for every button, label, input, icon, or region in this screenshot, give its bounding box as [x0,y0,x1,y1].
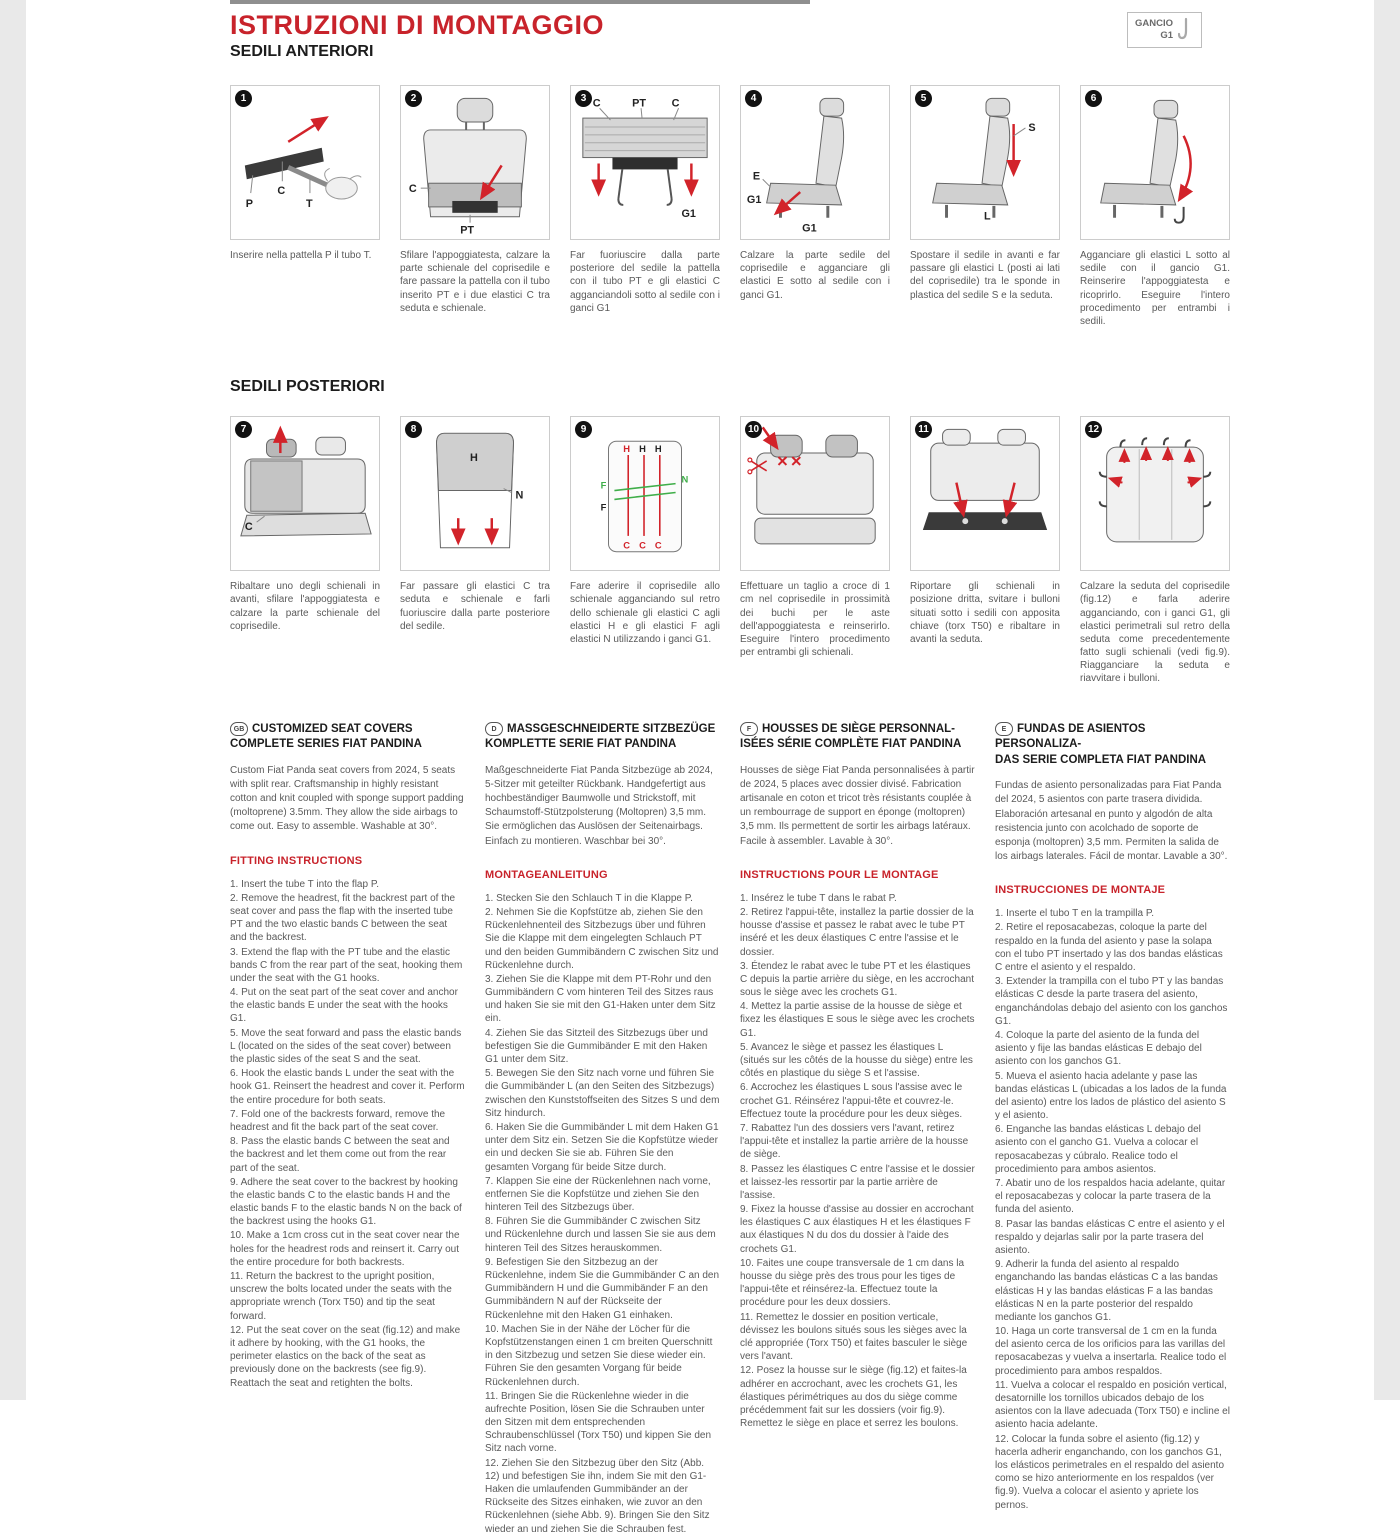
step-item: 7. Rabattez l'un des dossiers vers l'avant, retirez l'appui-tête et installez la partie arrière de la housse de siège. [740,1122,969,1161]
panel-12 [1080,416,1230,696]
label-PT: PT [632,97,647,110]
figure-5-frame [910,85,1060,240]
label-H: H [654,444,662,455]
french-title [740,722,975,753]
label-S: S [1028,121,1036,134]
panel-8-caption: Far passare gli elastici C tra seduta e schienale e farli fuoriuscire dalla parte posteriore del sedile. [400,581,550,632]
panel-number-badge: 7 [235,421,252,438]
rear-panels-row [230,416,1230,696]
panel-2 [400,85,550,338]
german-title-line2: KOMPLETTE SERIE FIAT PANDINA [485,738,677,751]
panel-number-badge: 11 [915,421,932,438]
label-F: F [600,480,607,491]
panel-11-caption: Riportare gli schienali in posizione dritta, svitare i bulloni situati sotto i sedili con apposita chiave (torx T50) e ribaltare in avanti la seduta. [910,581,1060,645]
rear-bench-cover-illustration [231,417,379,570]
panel-1 [230,85,380,338]
label-PT: PT [460,224,475,237]
step-item: 12. Put the seat cover on the seat (fig.12) and make it adhere by hooking, with the G1 hooks, the perimeter elastics on the back of the seat as previously done on the backrests (see fig.9). Reattach the seat and retighten the bolts. [230,1324,461,1389]
german-instructions-heading: MONTAGEANLEITUNG [485,868,608,881]
step-item: 8. Passez les élastiques C entre l'assise et le dossier et laissez-les ressortir par la partie arrière de l'assise. [740,1163,975,1201]
spanish-instructions-heading: INSTRUCCIONES DE MONTAJE [995,884,1166,897]
figure-9-frame [570,416,720,571]
step-item: 9. Adherir la funda del asiento al respaldo enganchando las bandas elásticas C a las bandas elásticas H y las bandas elásticas F a las bandas elásticas N en la parte posterior del respaldo mediante los ganchos G1. [995,1259,1218,1323]
hook-legend-line2: G1 [1160,30,1173,41]
column-german [485,722,720,1537]
backrest-rear-illustration [401,417,549,570]
step-item: 6. Accrochez les élastiques L sous l'assise avec le crochet G1. Réinsérez l'appui-tête et couvrez-le. Effectuez toute la procédure pour les deux sièges. [740,1082,963,1120]
french-intro: Housses de siège Fiat Panda personnalisées à partir de 2024, 5 places avec dossier divisé. Fabrication artisanale en coton et tricot très résistants couplée à un rembourrage de support en éponge (moltopren) 3,5 mm. Ils permettent de sortir les airbags latéraux. Facile à assembler. Lavable à 30°. [740,764,975,847]
step-item: 7. Klappen Sie eine der Rückenlehnen nach vorne, entfernen Sie die Kopfstütze und ziehen Sie den hinteren Teil des Sitzbezugs über. [485,1175,711,1214]
step-item: 5. Move the seat forward and pass the elastic bands L (located on the sides of the seat cover) between the plastic sides of the seat S and the seat. [230,1027,462,1066]
panel-number-badge: 2 [405,90,422,107]
elastics-hookup-illustration [571,417,719,570]
step-item: 2. Nehmen Sie die Kopfstütze ab, ziehen Sie den Rückenlehnenteil des Sitzbezugs über und führen Sie die Klappe mit dem eingelegten Schlauch PT und den beiden Gummibändern C zwischen Sitz und Rückenlehne durch. [485,906,719,971]
bolts-illustration [911,417,1059,570]
label-G1: G1 [681,207,696,220]
figure-12-frame [1080,416,1230,571]
label-C: C [592,97,601,110]
step-item: 7. Fold one of the backrests forward, remove the headrest and fit the back part of the seat cover. [230,1108,446,1133]
header [230,10,1230,61]
seat-side-illustration [741,86,889,239]
panel-9-caption: Fare aderire il coprisedile allo schienale agganciando sul retro dello schienale gli elastici C agli elastici H e gli elastici F agli elastici N utilizzando i ganci G1. [570,581,720,645]
step-item: 10. Make a 1cm cross cut in the seat cover near the holes for the headrest rods and reinsert it. Carry out the entire procedure for both backrests. [230,1230,460,1268]
step-item: 10. Haga un corte transversal de 1 cm en la funda del asiento cerca de los orificios para las varillas del reposacabezas y vuelva a insertarla. Realice todo el procedimiento para ambos respaldos. [995,1326,1227,1377]
english-title-line2: COMPLETE SERIES FIAT PANDINA [230,738,422,751]
panel-number-badge: 1 [235,90,252,107]
step-item: 9. Adhere the seat cover to the backrest by hooking the elastic bands C to the elastic bands H and the elastic bands F to the elastic bands N on the back of the backrest using the hooks G1. [230,1176,462,1228]
step-item: 11. Bringen Sie die Rückenlehne wieder in die aufrechte Position, lösen Sie die Schrauben unter den Sitzen mit dem entsprechenden Schraubenschlüssel (Torx T50) und kippen Sie den Sitz nach vorne. [485,1390,712,1455]
step-item: 4. Ziehen Sie das Sitzteil des Sitzbezugs über und befestigen Sie die Gummibänder E mit den Haken G1 unter dem Sitz. [485,1027,708,1066]
step-item: 3. Étendez le rabat avec le tube PT et les élastiques C depuis la partie arrière du siège, en les accrochant sous le siège avec les crochets G1. [740,960,975,999]
panel-number-badge: 10 [745,421,762,438]
label-C: C [623,540,631,551]
step-item: 6. Enganche las bandas elásticas L debajo del asiento con el gancho G1. Vuelva a colocar el reposacabezas y cúbralo. Realice todo el procedimiento para ambos asientos. [995,1124,1201,1175]
german-intro: Maßgeschneiderte Fiat Panda Sitzbezüge ab 2024, 5-Sitzer mit geteilter Rückbank. Handgefertigt aus hochbeständiger Baumwolle und Strickstoff, mit Schaumstoff-Stützpolsterung (Moltopren) 3,5 mm. Sie ermöglichen das Auslösen der Seitenairbags. Einfach zu montieren. Waschbar bei 30°. [485,764,713,847]
rear-seats-subtitle: SEDILI POSTERIORI [230,378,385,396]
panel-number-badge: 6 [1085,90,1102,107]
panel-number-badge: 5 [915,90,932,107]
front-seats-subtitle: SEDILI ANTERIORI [230,43,374,60]
panel-number-badge: 3 [575,90,592,107]
figure-4-frame [740,85,890,240]
figure-3-frame [570,85,720,240]
label-L: L [984,210,991,223]
instruction-sheet [230,0,1230,1537]
figure-10-frame [740,416,890,571]
step-item: 11. Return the backrest to the upright position, unscrew the bolts located under the seats with the appropriate wrench (Torx T50) and tip the seat forward. [230,1271,452,1322]
panel-10-caption: Effettuare un taglio a croce di 1 cm nel coprisedile in prossimità dei buchi per le aste dell'appoggiatesta e reinserirlo. Eseguire l'intero procedimento per entrambi gli schienali. [740,581,890,659]
label-C: C [671,97,680,110]
panel-8 [400,416,550,696]
label-C: C [639,540,646,551]
e-language-badge: E [995,722,1013,736]
label-C: C [654,540,662,551]
step-item: 1. Stecken Sie den Schlauch T in die Klappe P. [485,892,693,904]
step-item: 2. Remove the headrest, fit the backrest part of the seat cover and pass the flap with the inserted tube PT and the two elastic bands C between the seat and the backrest. [230,892,456,944]
panel-number-badge: 4 [745,90,762,107]
step-item: 5. Mueva el asiento hacia adelante y pase las bandas elásticas L (ubicadas a los lados de la funda del asiento) entre los lados de plástico del asiento S y el asiento. [995,1070,1227,1122]
hook-legend-box [1127,12,1202,48]
step-item: 11. Remettez le dossier en position verticale, dévissez les boulons situés sous les sièges avec la clé appropriée (Torx T50) et faites basculer le siège vers l'avant. [740,1311,968,1363]
step-item: 10. Faites une coupe transversale de 1 cm dans la housse du siège près des trous pour les tiges de l'appui-tête et réinsérez-la. Effectuez toute la procédure pour les deux dossiers. [740,1257,965,1309]
label-F: F [600,502,607,513]
french-title-line2: ISÉES SÉRIE COMPLÈTE FIAT PANDINA [740,738,962,751]
spanish-title-line1: FUNDAS DE ASIENTOS PERSONALIZA- [995,722,1146,751]
label-P: P [245,197,254,210]
panel-4-caption: Calzare la parte sedile del coprisedile e agganciare gli elastici E sotto al sedile con i ganci G1. [740,250,890,301]
german-title [485,722,720,753]
step-item: 4. Mettez la partie assise de la housse de siège et fixez les élastiques E sous le siège avec les crochets G1. [740,1001,975,1039]
seat-back-cover-illustration [401,86,549,239]
label-N: N [681,474,689,485]
step-item: 8. Führen Sie die Gummibänder C zwischen Sitz und Rückenlehne durch und lassen Sie sie aus dem hinteren Teil des Sitzes herauskommen. [485,1216,716,1254]
label-T: T [305,197,313,210]
step-item: 1. Insérez le tube T dans le rabat P. [740,892,897,904]
step-item: 6. Hook the elastic bands L under the seat with the hook G1. Reinsert the headrest and cover it. Perform the entire procedure for both seats. [230,1068,465,1106]
panel-9 [570,416,720,696]
panel-6-caption: Agganciare gli elastici L sotto al sedile con il gancio G1. Reinserire l'appoggiatesta e ricoprirlo. Eseguire l'intero procedimento per entrambi i sedili. [1080,250,1230,327]
cross-cut-illustration [741,417,889,570]
step-item: 8. Pasar las bandas elásticas C entre el asiento y el respaldo y dejarlas salir por la parte trasera del asiento. [995,1218,1225,1256]
spanish-title [995,722,1230,769]
step-item: 5. Bewegen Sie den Sitz nach vorne und führen Sie die Gummibänder L (an den Seiten des Sitzbezugs) zwischen den Kunststoffseiten des Sitzes S und dem Sitz hindurch. [485,1068,720,1119]
figure-11-frame [910,416,1060,571]
step-item: 1. Inserte el tubo T en la trampilla P. [995,908,1154,920]
seat-hook-illustration [1081,86,1229,239]
step-item: 9. Fixez la housse d'assise au dossier en accrochant les élastiques C aux élastiques H et les élastiques F aux élastiques N du dos du dossier à l'aide des crochets G1. [740,1204,974,1255]
step-item: 7. Abatir uno de los respaldos hacia adelante, quitar el reposacabezas y colocar la parte trasera de la funda del asiento. [995,1178,1226,1216]
spanish-steps [995,907,1230,1511]
panel-number-badge: 12 [1085,421,1102,438]
language-columns [230,722,1230,1537]
step-item: 12. Ziehen Sie den Sitzbezug über den Sitz (Abb. 12) und befestigen Sie ihn, indem Sie mit den G1-Haken die umlaufenden Gummibänder an der Rückseite des Sitzes einhaken, wie zuvor an den Rückenlehnen (siehe Abb. 9). Bringen Sie den Sitz wieder an und ziehen Sie die Schrauben fest. [485,1457,710,1535]
panel-3 [570,85,720,338]
panel-12-caption: Calzare la seduta del coprisedile (fig.12) e farla aderire agganciando, con i ganci G1, gli elastici perimetrali sul retro della seduta come precedentemente fatto sugli schienali (vedi fig.9). Riagganciare la seduta e riavvitare i bulloni. [1080,581,1230,685]
panel-7 [230,416,380,696]
step-item: 4. Coloque la parte del asiento de la funda del asiento y fije las bandas elásticas E debajo del asiento con los ganchos G1. [995,1029,1202,1068]
spanish-intro: Fundas de asiento personalizadas para Fiat Panda del 2024, 5 asientos con parte trasera dividida. Elaboración artesanal en punto y algodón de alta resistencia junto con acolchado de soporte de esponja (moltopren) 3,5 mm. Permiten la salida de los airbags laterales. Fácil de montar. Lavable a 30°. [995,780,1228,863]
step-item: 10. Machen Sie in der Nähe der Löcher für die Kopfstützenstangen einen 1 cm breiten Querschnitt in den Sitzbezug und setzen Sie diese wieder ein. Führen Sie den gesamten Vorgang für beide Rückenlehnen durch. [485,1323,713,1388]
step-item: 4. Put on the seat part of the seat cover and anchor the elastic bands E under the seat with the hooks G1. [230,987,458,1025]
label-G1: G1 [802,222,817,235]
step-item: 8. Pass the elastic bands C between the seat and the backrest and let them come out from the rear part of the seat. [230,1136,450,1174]
spanish-title-line2: DAS SERIE COMPLETA FIAT PANDINA [995,753,1207,766]
step-item: 12. Posez la housse sur le siège (fig.12) et faites-la adhérer en accrochant, avec les crochets G1, les élastiques périmétriques au dos du siège comme précédemment fait sur les dossiers (voir fig.9). Remettez le siège en place et serrez les boulons. [740,1365,967,1430]
hook-legend-label [1135,18,1173,42]
figure-6-frame [1080,85,1230,240]
perimeter-hooks-illustration [1081,417,1229,570]
panel-4 [740,85,890,338]
scan-edge-left [0,0,26,1400]
figure-8-frame [400,416,550,571]
flap-under-seat-illustration [571,86,719,239]
french-instructions-heading: INSTRUCTIONS POUR LE MONTAGE [740,868,939,881]
gb-language-badge: GB [230,722,248,736]
panel-10 [740,416,890,696]
english-intro: Custom Fiat Panda seat covers from 2024, 5 seats with split rear. Craftsmanship in highly resistant cotton and knit coupled with sponge support padding (moltoprene) 3.5mm. They allow the side airbags to come out. Easy to assemble. Washable at 30°. [230,764,464,833]
panel-6 [1080,85,1230,338]
panel-number-badge: 9 [575,421,592,438]
label-C: C [277,185,286,198]
label-N: N [515,489,524,502]
step-item: 1. Insert the tube T into the flap P. [230,878,379,890]
english-title [230,722,465,753]
english-instructions-heading: FITTING INSTRUCTIONS [230,854,363,867]
german-title-line1: MASSGESCHNEIDERTE SITZBEZÜGE [507,722,716,735]
german-steps [485,892,720,1536]
panel-5 [910,85,1060,338]
step-item: 3. Extend the flap with the PT tube and the elastic bands C from the rear part of the seat, hooking them under the seat with the G1 hooks. [230,946,463,984]
french-title-line1: HOUSSES DE SIÈGE PERSONNAL- [762,722,955,735]
english-steps [230,878,465,1390]
figure-1-frame [230,85,380,240]
flap-tube-illustration [231,86,379,239]
panel-1-caption: Inserire nella pattella P il tubo T. [230,250,372,261]
label-H: H [639,444,646,455]
column-english [230,722,465,1537]
panel-5-caption: Spostare il sedile in avanti e far passare gli elastici L (posti ai lati del coprisedile) tra le sponde in plastica del sedile S e la seduta. [910,250,1060,301]
panel-number-badge: 8 [405,421,422,438]
label-H: H [470,452,478,465]
step-item: 2. Retire el reposacabezas, coloque la parte del respaldo en la funda del asiento y pase la solapa con el tubo PT insertado y las dos bandas elásticas C entre el asiento y el respaldo. [995,922,1223,974]
page-title: ISTRUZIONI DI MONTAGGIO [230,10,604,40]
step-item: 5. Avancez le siège et passez les élastiques L (situés sur les côtés de la housse du siège) entre les côtés en plastique du siège S et l'assise. [740,1041,973,1080]
figure-2-frame [400,85,550,240]
d-language-badge: D [485,722,503,736]
figure-7-frame [230,416,380,571]
label-H: H [623,444,631,455]
step-item: 9. Befestigen Sie den Sitzbezug an der Rückenlehne, indem Sie die Gummibänder C an den Gummibändern H und die Gummibänder F an den Gummibändern N auf der Rückseite der Rückenlehne mit den Haken G1 einhaken. [485,1256,720,1321]
panel-3-caption: Far fuoriuscire dalla parte posteriore del sedile la pattella con il tubo PT e gli elastici C agganciandoli sotto al sedile con i ganci G1 [570,250,720,314]
label-C: C [244,521,253,534]
scan-edge-right [1374,0,1400,1400]
step-item: 11. Vuelva a colocar el respaldo en posición vertical, desatornille los tornillos ubicados debajo de los asientos con la llave adecuada (Torx T50) e incline el asiento hacia adelante. [995,1379,1230,1431]
f-language-badge: F [740,722,758,736]
step-item: 3. Ziehen Sie die Klappe mit dem PT-Rohr und den Gummibändern C vom hinteren Teil des Sitzes raus und haken Sie sie mit den G1-Haken unter dem Sitz ein. [485,973,716,1025]
seat-side-elastic-illustration [911,86,1059,239]
label-C: C [408,183,417,196]
column-french [740,722,975,1537]
panel-7-caption: Ribaltare uno degli schienali in avanti, sfilare l'appoggiatesta e calzare la parte schienale del coprisedile. [230,581,380,632]
step-item: 12. Colocar la funda sobre el asiento (fig.12) y hacerla adherir enganchando, con los ganchos G1, los elásticos perimetrales en el respaldo del asiento como se hizo anteriormente en los respaldos (ver fig.9). Vuelva a colocar el asiento y apriete los pernos. [995,1433,1225,1511]
panel-2-caption: Sfilare l'appoggiatesta, calzare la parte schienale del coprisedile e fare passare la pattella con il tubo inserito PT e i due elastici C tra seduta e schienale. [400,250,550,314]
front-panels-row [230,85,1230,338]
label-E: E [752,170,761,183]
hook-icon [1178,17,1194,43]
label-G1: G1 [746,193,762,206]
step-item: 2. Retirez l'appui-tête, installez la partie dossier de la housse d'assise et passez le rabat avec le tube PT inséré et les deux élastiques C entre l'assise et le dossier. [740,906,974,958]
step-item: 3. Extender la trampilla con el tubo PT y las bandas elásticas C desde la parte trasera del asiento, enganchándolas debajo del asiento con los ganchos G1. [995,976,1228,1027]
step-item: 6. Haken Sie die Gummibänder L mit dem Haken G1 unter dem Sitz ein. Setzen Sie die Kopfstütze wieder ein und decken Sie sie ab. Führen Sie den gesamten Vorgang für beide Sitze durch. [485,1121,719,1173]
panel-11 [910,416,1060,696]
french-steps [740,892,975,1431]
english-title-line1: CUSTOMIZED SEAT COVERS [252,722,413,735]
column-spanish [995,722,1230,1537]
hook-legend-line1: GANCIO [1135,18,1173,30]
